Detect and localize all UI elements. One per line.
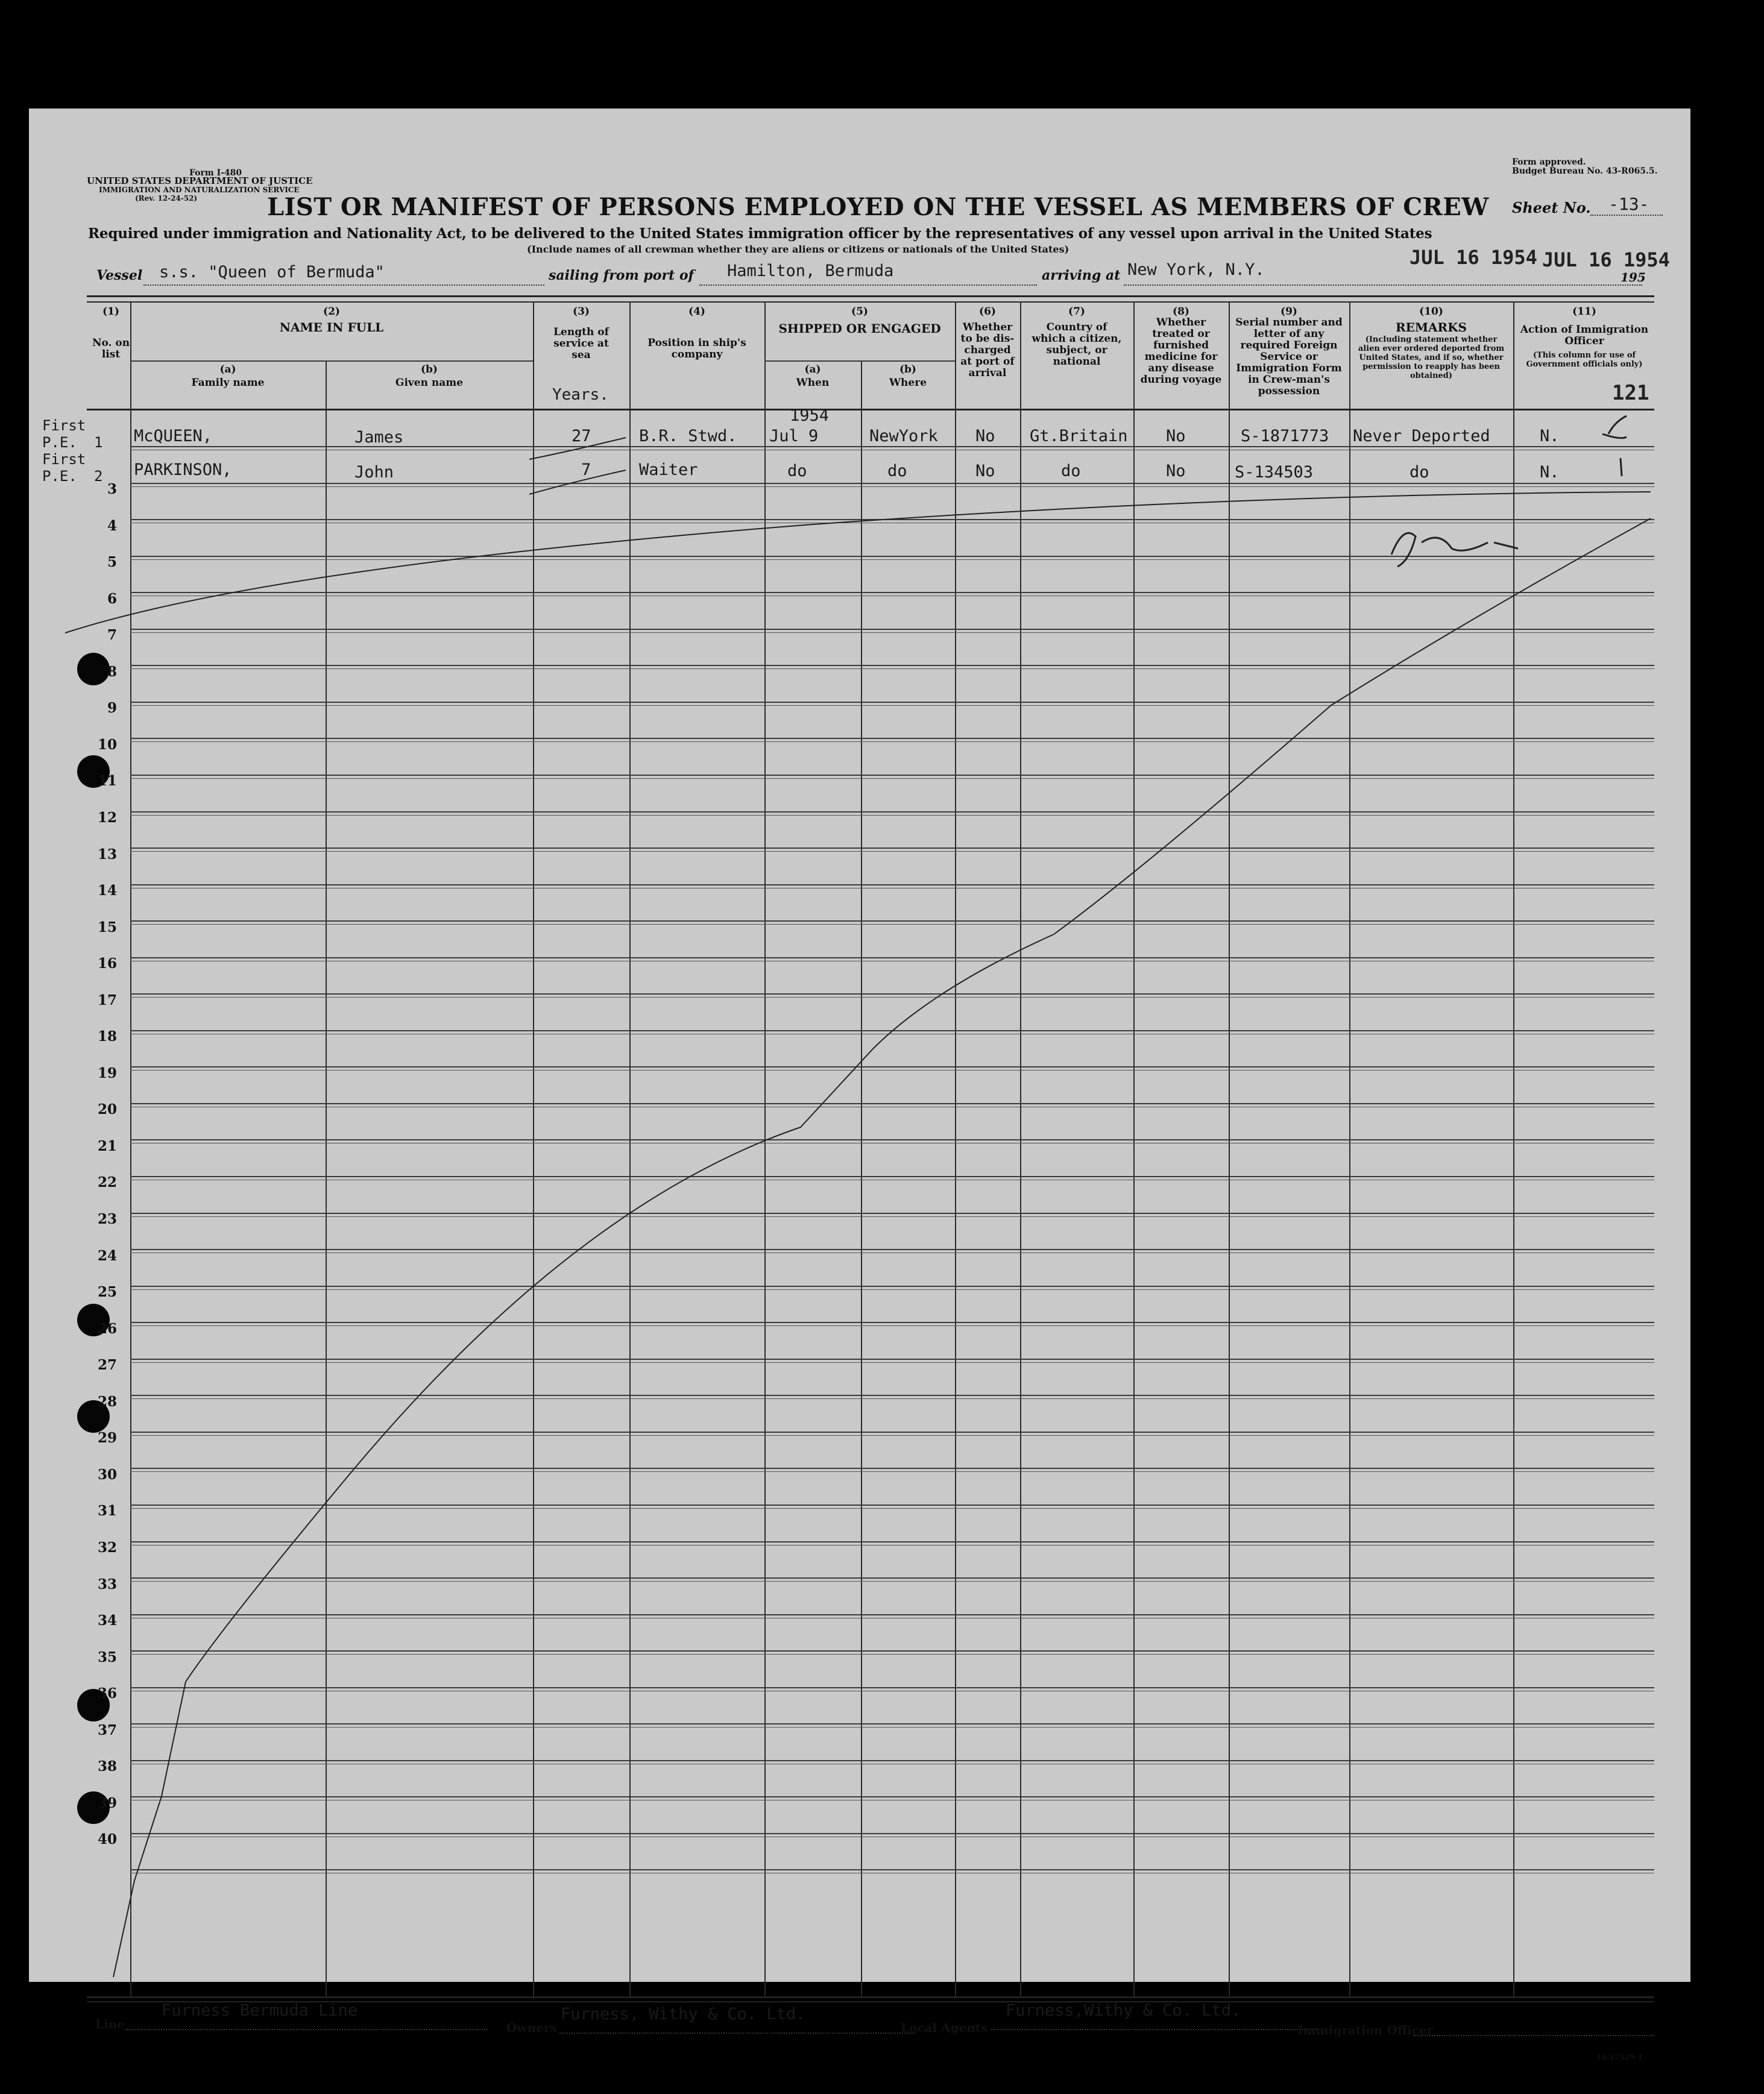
col5b-header: Where bbox=[889, 377, 927, 389]
owners-underline bbox=[559, 2033, 915, 2034]
officer-action: N. bbox=[1540, 427, 1560, 445]
country: Gt.Britain bbox=[1030, 427, 1128, 445]
discharge: No bbox=[975, 427, 995, 445]
pencil-strike-marks bbox=[29, 108, 1690, 1982]
family-name: PARKINSON, bbox=[134, 461, 232, 479]
owners-label: Owners bbox=[506, 2020, 557, 2035]
col3-number: (3) bbox=[573, 306, 590, 318]
remarks: do bbox=[1410, 463, 1429, 482]
sheet-count-stamp: 121 bbox=[1612, 381, 1649, 405]
col6-header: Whether to be dis-charged at port of arrival bbox=[960, 321, 1015, 379]
row-number-label: 23 bbox=[97, 1211, 117, 1227]
row-number-label: 22 bbox=[97, 1174, 117, 1190]
row-number-label: 4 bbox=[107, 518, 117, 534]
medicine: No bbox=[1166, 427, 1186, 445]
year-suffix: 195 bbox=[1621, 270, 1646, 285]
serial-number: S-1871773 bbox=[1241, 427, 1329, 445]
form-title: LIST OR MANIFEST OF PERSONS EMPLOYED ON THE VESSEL AS MEMBERS OF CREW bbox=[267, 193, 1489, 221]
row-number-label: 37 bbox=[97, 1722, 117, 1738]
col9-number: (9) bbox=[1280, 306, 1297, 318]
col2-number: (2) bbox=[323, 306, 340, 318]
sailing-from: Hamilton, Bermuda bbox=[727, 262, 894, 280]
shipped-where: do bbox=[887, 462, 907, 480]
form-revision: (Rev. 12-24-52) bbox=[135, 194, 198, 203]
col5b-number: (b) bbox=[899, 363, 916, 376]
ship-position: Waiter bbox=[639, 461, 698, 479]
row-number-label: 14 bbox=[97, 882, 117, 899]
given-name: John bbox=[354, 463, 394, 482]
serial-number: S-134503 bbox=[1235, 463, 1314, 482]
officer-initials-signature bbox=[1391, 533, 1518, 567]
row-number-label: 25 bbox=[97, 1284, 117, 1300]
agents-label: Local Agents bbox=[901, 2020, 988, 2035]
agents-underline bbox=[991, 2029, 1317, 2030]
col10-header: REMARKS bbox=[1396, 320, 1467, 335]
officer-action: N. bbox=[1540, 463, 1560, 482]
shipping-line: Furness Bermuda Line bbox=[162, 2001, 358, 2020]
row-prefix: P.E. bbox=[42, 468, 77, 485]
ship-position: B.R. Stwd. bbox=[639, 427, 737, 445]
row-number-label: 38 bbox=[97, 1758, 117, 1775]
row-number-label: 10 bbox=[97, 737, 117, 753]
row-number-label: 30 bbox=[97, 1467, 117, 1483]
row-number-label: 16 bbox=[97, 955, 117, 972]
row-number-label: 3 bbox=[107, 481, 117, 497]
row-number-label: 26 bbox=[97, 1321, 117, 1337]
col3-header: Length of service at sea bbox=[553, 326, 609, 361]
owners: Furness, Withy & Co. Ltd. bbox=[561, 2005, 806, 2023]
row-prefix: P.E. bbox=[42, 434, 77, 451]
col5a-header: When bbox=[796, 377, 830, 389]
strike-line bbox=[113, 518, 1651, 1977]
manifest-sheet bbox=[29, 108, 1690, 2061]
col1-number: (1) bbox=[102, 306, 119, 318]
row-prefix: First bbox=[42, 417, 86, 434]
vessel-name: s.s. "Queen of Bermuda" bbox=[159, 263, 385, 281]
col2a-header: Family name bbox=[191, 377, 265, 389]
col11-number: (11) bbox=[1572, 306, 1596, 318]
shipped-year: 1954 bbox=[790, 406, 830, 425]
col5a-number: (a) bbox=[804, 363, 821, 376]
arriving-label: arriving at bbox=[1042, 268, 1121, 283]
arriving-at: New York, N.Y. bbox=[1127, 260, 1265, 279]
col7-header: Country of which a citizen, subject, or national bbox=[1032, 321, 1122, 368]
row-number-label: 9 bbox=[107, 700, 117, 716]
col10-note: (Including statement whether alien ever ordered deported from United States, and if so, whether permission to reapply has been obtained) bbox=[1358, 335, 1505, 380]
row-number-label: 33 bbox=[97, 1576, 117, 1593]
col2b-header: Given name bbox=[395, 377, 464, 389]
row-number-label: 19 bbox=[97, 1065, 117, 1081]
col2a-number: (a) bbox=[219, 363, 236, 376]
col1-header: No. on list bbox=[92, 337, 130, 360]
row-number-label: 27 bbox=[97, 1357, 117, 1373]
row-number-label: 29 bbox=[97, 1430, 117, 1446]
row-number: 2 bbox=[94, 468, 103, 485]
col5-number: (5) bbox=[851, 306, 868, 318]
sheet-label: Sheet No. bbox=[1512, 199, 1591, 216]
row-number-label: 5 bbox=[107, 554, 117, 570]
officer-underline bbox=[1413, 2035, 1654, 2036]
col11-note: (This column for use of Government officials only) bbox=[1526, 351, 1643, 369]
budget-bureau: Budget Bureau No. 43-R065.5. bbox=[1512, 166, 1658, 176]
family-name: McQUEEN, bbox=[134, 427, 213, 445]
strike-line bbox=[65, 492, 1651, 633]
agency-name: UNITED STATES DEPARTMENT OF JUSTICE bbox=[87, 175, 313, 186]
row-number-label: 20 bbox=[97, 1101, 117, 1118]
col4-number: (4) bbox=[688, 306, 705, 318]
col6-number: (6) bbox=[979, 306, 996, 318]
years-at-sea: 27 bbox=[572, 427, 591, 445]
row-number-label: 17 bbox=[97, 992, 117, 1008]
years-at-sea: 7 bbox=[581, 461, 591, 479]
row-prefix: First bbox=[42, 451, 86, 468]
agency-service: IMMIGRATION AND NATURALIZATION SERVICE bbox=[99, 186, 300, 194]
sheet-number: -13- bbox=[1608, 194, 1649, 214]
medicine: No bbox=[1166, 462, 1186, 480]
table-bottom-border bbox=[87, 1996, 1654, 1998]
country: do bbox=[1061, 462, 1081, 480]
immigration-officer-label: Immigration Officer bbox=[1297, 2023, 1434, 2037]
col8-number: (8) bbox=[1173, 306, 1189, 318]
row-number-label: 31 bbox=[97, 1503, 117, 1519]
row-number-label: 34 bbox=[97, 1612, 117, 1629]
row-number-label: 32 bbox=[97, 1539, 117, 1556]
row-number-label: 12 bbox=[97, 810, 117, 826]
col8-header: Whether treated or furnished medicine for any disease during voyage bbox=[1140, 316, 1222, 386]
row-number: 1 bbox=[94, 434, 103, 451]
row-number-label: 8 bbox=[107, 664, 117, 680]
local-agents: Furness,Withy & Co. Ltd. bbox=[1006, 2001, 1241, 2020]
shipped-when: do bbox=[787, 462, 807, 480]
remarks: Never Deported bbox=[1353, 427, 1490, 445]
row-number-label: 39 bbox=[97, 1795, 117, 1811]
col11-header: Action of Immigration Officer bbox=[1520, 324, 1649, 347]
col10-number: (10) bbox=[1419, 306, 1443, 318]
col3-years: Years. bbox=[552, 386, 609, 404]
form-note: (Include names of all crewman whether they are aliens or citizens or nationals of the United States) bbox=[527, 244, 1069, 255]
col2b-number: (b) bbox=[421, 363, 438, 376]
given-name: James bbox=[354, 428, 404, 447]
col2-header: NAME IN FULL bbox=[279, 320, 384, 335]
sailing-label: sailing from port of bbox=[549, 268, 695, 283]
line-label: Line bbox=[95, 2017, 125, 2031]
shipped-when: Jul 9 bbox=[769, 427, 819, 445]
row-number-label: 18 bbox=[97, 1028, 117, 1045]
row-number-label: 6 bbox=[107, 591, 117, 607]
col4-header: Position in ship's company bbox=[647, 337, 746, 360]
row-number-label: 15 bbox=[97, 919, 117, 935]
footer-code: 16-27529-1 bbox=[1596, 2053, 1643, 2061]
row-number-label: 35 bbox=[97, 1649, 117, 1665]
col5-header: SHIPPED OR ENGAGED bbox=[778, 321, 941, 336]
date-stamp: JUL 16 1954 bbox=[1542, 248, 1670, 271]
discharge: No bbox=[975, 462, 995, 480]
row-number-label: 13 bbox=[97, 846, 117, 863]
vessel-label: Vessel bbox=[96, 268, 143, 283]
row-number-label: 36 bbox=[97, 1685, 117, 1702]
col7-number: (7) bbox=[1068, 306, 1085, 318]
row-number-label: 7 bbox=[107, 627, 117, 643]
form-subtitle: Required under immigration and Nationality Act, to be delivered to the United States immigration officer by the representatives of any vessel upon arrival in the United States bbox=[88, 225, 1432, 242]
col9-header: Serial number and letter of any required Foreign Service or Immigration Form in Crew-man's possession bbox=[1235, 316, 1343, 397]
date-stamp: JUL 16 1954 bbox=[1410, 246, 1537, 269]
approval-line: Form approved. bbox=[1512, 157, 1586, 167]
row-number-label: 11 bbox=[97, 773, 117, 789]
line-underline bbox=[125, 2029, 487, 2030]
row-number-label: 21 bbox=[97, 1138, 117, 1154]
row-number-label: 24 bbox=[97, 1248, 117, 1264]
form-number: Form I-480 bbox=[189, 168, 242, 178]
shipped-where: NewYork bbox=[869, 427, 938, 445]
row-number-label: 28 bbox=[97, 1394, 117, 1410]
row-number-label: 40 bbox=[97, 1831, 117, 1847]
